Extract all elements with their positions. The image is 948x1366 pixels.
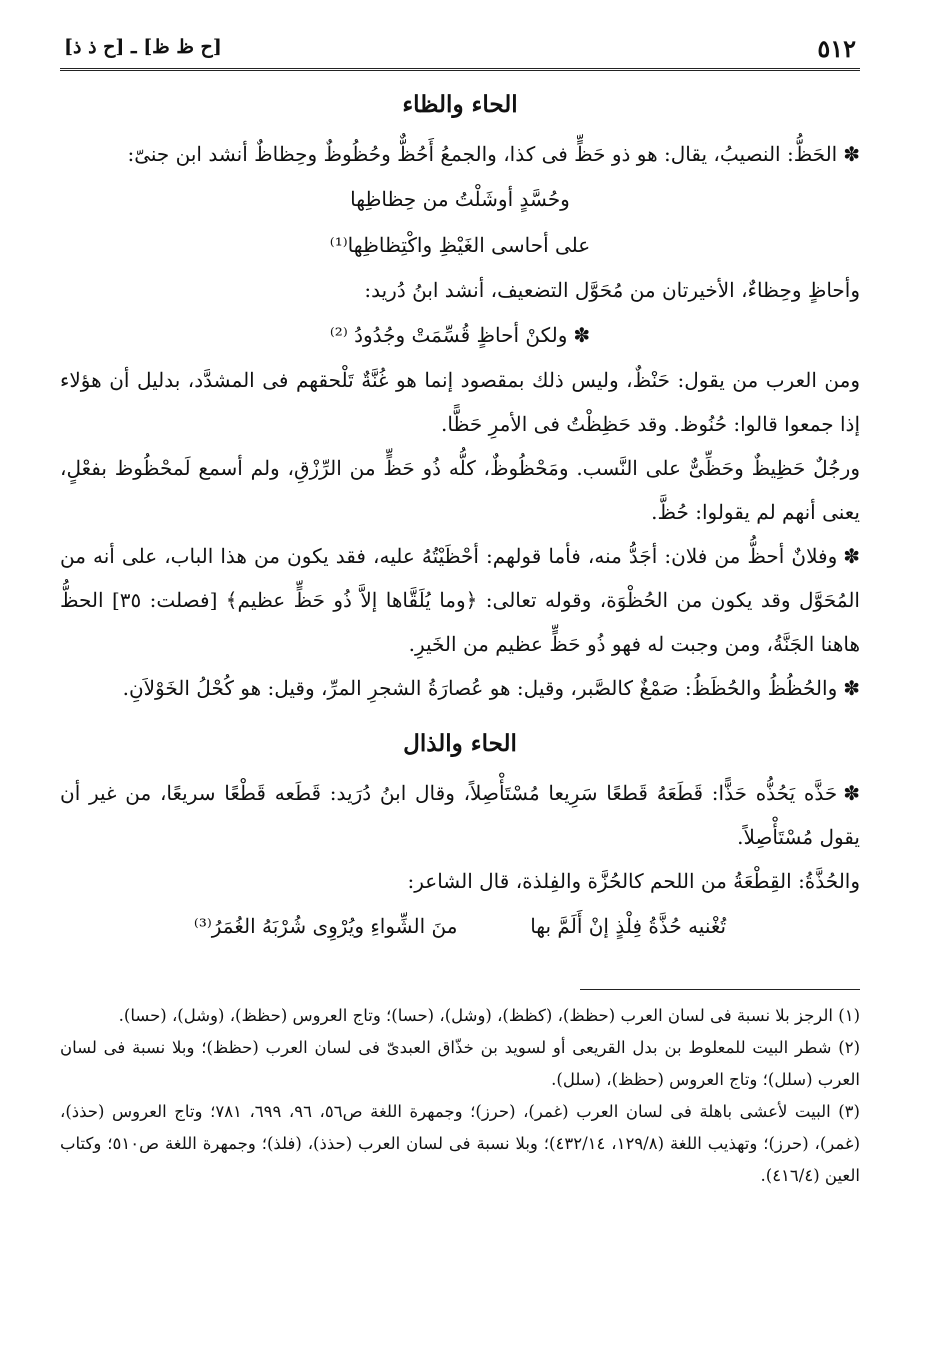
verse-hemistich-second: منَ الشِّواءِ ويُرْوِى شُرْبَهُ الغُمَرُ⁽³⁾ [193, 914, 458, 938]
footnote: (٢) شطر البيت للمعلوط بن بدل القريعى أو لسويد بن خذّاق العبدىّ فى لسان العرب (حظظ)؛ وبلا نسبة فى لسان العرب (سلل)؛ وتاج العروس (حظظ)، (سلل). [60, 1038, 860, 1089]
entry-text: حَذَّه يَحُذُّه حَذًّا: قَطَعَهُ قَطعًا سَرِيعا مُسْتَأْصِلاً، وقال ابنُ دُرَيد: قَطَعه قَطْعًا سريعًا، من غير أن يقول مُسْتَأْصِلاً. [60, 781, 860, 849]
entry-bullet-icon: ✽ [843, 781, 860, 805]
entry-paragraph: وأحاظٍ وحِظاءٌ، الأخيرتان من مُحَوَّل التضعيف، أنشد ابنُ دُريد: [364, 278, 860, 302]
root-range: [ح ظ ظ] ـ [ح ذ ذ] [64, 36, 222, 58]
verse-line [60, 312, 860, 358]
entry-paragraph [60, 132, 860, 176]
entry-text: والحُظُظُ والحُظَظُ: صَمْغٌ كالصَّبر، وقيل: هو عُصارَةُ الشجرِ المرِّ، وقيل: هو كُحْلُ الخَوْلاَنِ. [122, 676, 838, 700]
entry-bullet-icon: ✽ [843, 676, 860, 700]
verse-line [60, 903, 860, 949]
footnotes [60, 1000, 860, 1192]
entry-paragraph: ورجُلٌ حَظِيظٌ وحَظِّىٌّ على النَّسب. ومَحْظُوظٌ، كلُّه ذُو حَظٍّ من الرِّزْقِ، ولم أسمع لَمحْظُوظ بفعْلٍ، يعنى أنهم لم يقولوا: حُظَّ. [60, 456, 860, 524]
entry-bullet-icon: ✽ [843, 544, 860, 568]
entry-bullet-icon: ✽ [573, 323, 591, 347]
verse-line: على أحاسى الغَيْظِ واكْتِظاظِها⁽¹⁾ [329, 233, 591, 257]
entry-paragraph [60, 666, 860, 710]
entry-paragraph [60, 771, 860, 859]
section-title-ha-zaa: الحاء والظاء [402, 91, 518, 118]
entry-bullet-icon: ✽ [843, 142, 860, 166]
entry-paragraph: والحُذَّةُ: القِطْعَةُ من اللحم كالحُزَّة والفِلذة، قال الشاعر: [407, 869, 860, 893]
footnote: (١) الرجز بلا نسبة فى لسان العرب (حظظ)، (كظظ)، (وشل)، (حسا)؛ وتاج العروس (حظظ)، (وشل)، (حسا). [118, 1006, 860, 1025]
entry-text: وفلانٌ أحظُّ من فلان: أجَدُّ منه، فأما قولهم: أحْظَيْتُهُ عليه، فقد يكون من هذا الباب، على أنه من المُحَوَّل وقد يكون من الحُظْوَة، وقوله تعالى: ﴿وما يُلَقَّاها إلاَّ ذُو حَظٍّ عظيم﴾ [فصلت: ٣٥] الحظُّ هاهنا الجَنَّةُ، ومن وجبت له فهو ذُو حَظٍّ عظيم من الخَيرِ. [60, 544, 860, 656]
entry-paragraph: ومن العرب من يقول: حَنْظٌ، وليس ذلك بمقصود إنما هو غُنَّةٌ تَلْحقهم فى المشدَّد، بدليل أن هؤلاء إذا جمعوا قالوا: حُنُوظ. وقد حَظِظْتُ فى الأمرِ حَظًّا. [60, 368, 860, 436]
page-number: ٥١٢ [817, 34, 856, 63]
verse-text: ولكنْ أحاظٍ قُسِّمَتْ وجُدُودُ ⁽²⁾ [329, 323, 568, 347]
section-title-ha-dhal: الحاء والذال [403, 730, 517, 757]
verse-hemistich-first: تُغْنيه حُذَّةُ فِلْذٍ إنْ أَلَمَّ بها [530, 914, 727, 938]
footnote: (٣) البيت لأعشى باهلة فى لسان العرب (غمر)، (حرز)؛ وجمهرة اللغة ص٥٦، ٩٦، ٦٩٩، ٧٨١؛ وتاج العروس (حذذ)، (غمر)، (حرز)؛ وتهذيب اللغة (١٢٩/٨، ٤٣٢/١٤)؛ وبلا نسبة فى لسان العرب (حذذ)، (فلذ)؛ وجمهرة اللغة ص٥١٠؛ وكتاب العين (٤١٦/٤). [60, 1102, 861, 1185]
footnote-separator [580, 989, 860, 990]
running-header [60, 28, 860, 71]
entry-text: الحَظُّ: النصيبُ، يقال: هو ذو حَظٍّ فى كذا، والجمعُ أَحُظٌّ وحُظُوظٌ وحِظاظٌ أنشد ابن جنىّ: [127, 142, 838, 166]
entry-paragraph [60, 534, 860, 666]
book-page [60, 28, 860, 1192]
verse-line: وحُسَّدٍ أوشَلْتُ من حِظاظِها [350, 187, 570, 211]
